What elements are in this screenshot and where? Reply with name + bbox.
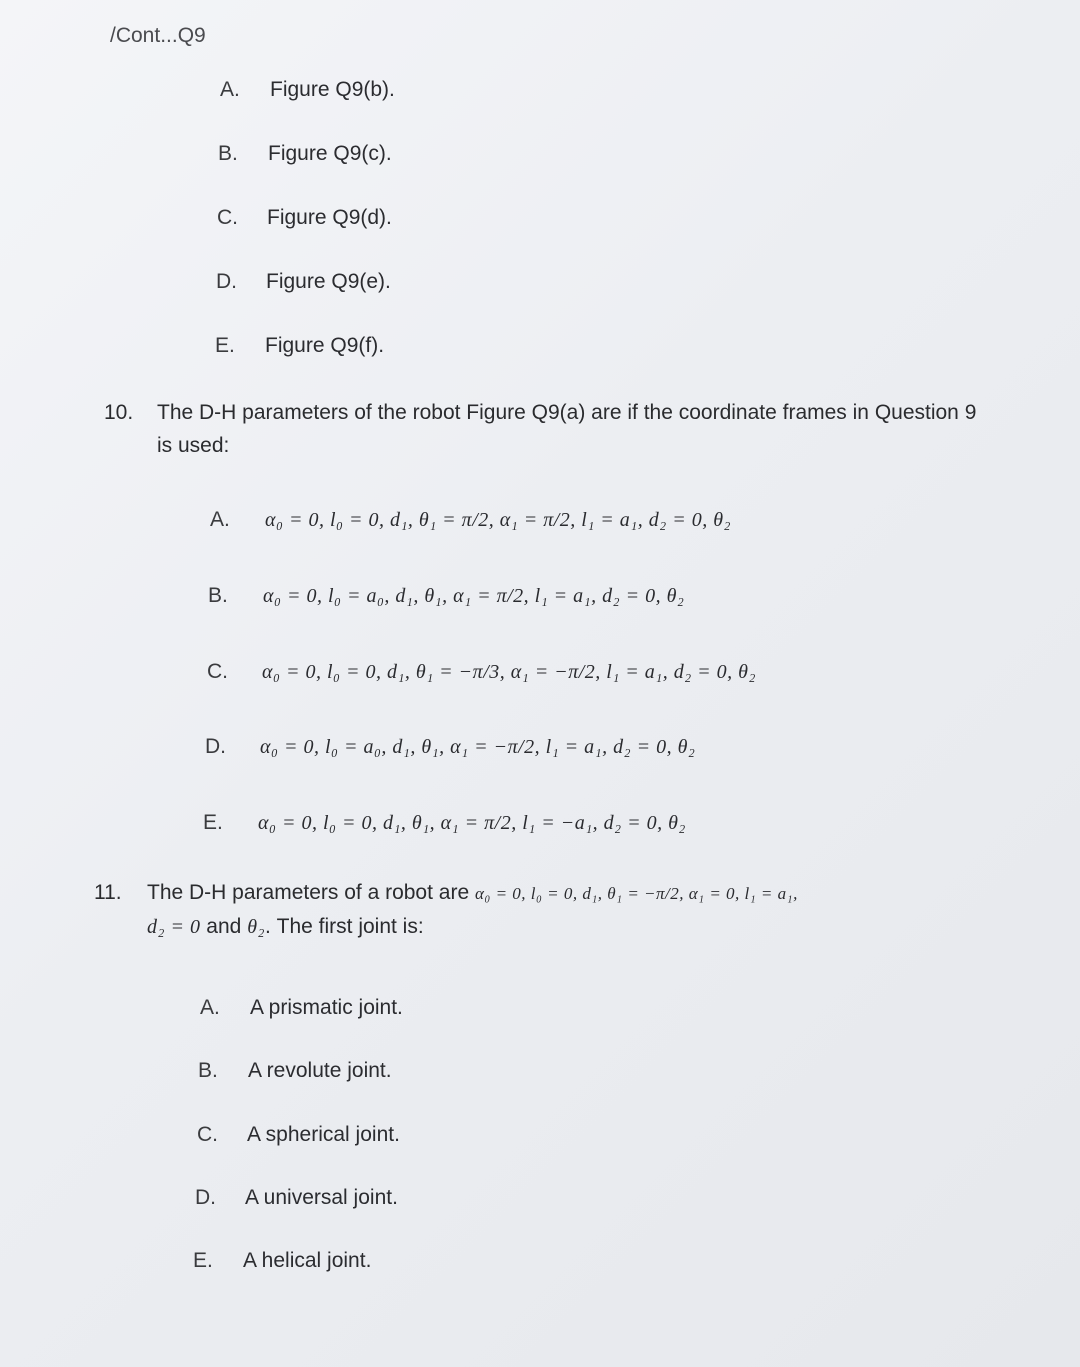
option-text: A universal joint. (245, 1186, 398, 1209)
option-formula: α₀ = 0, l₀ = 0, d₁, θ₁ = −π/3, α₁ = −π/2, l₁ = a₁, d₂ = 0, θ₂ (262, 661, 756, 683)
option-text: A prismatic joint. (250, 996, 403, 1019)
question-10 (104, 396, 1004, 466)
option-text: A helical joint. (243, 1249, 372, 1272)
question-stem: The D-H parameters of a robot are (147, 881, 470, 904)
option-letter: E. (215, 334, 235, 357)
q11-option-e[interactable] (193, 1249, 371, 1273)
question-stem-end: . The first joint is: (264, 915, 424, 938)
option-text: Figure Q9(d). (267, 206, 392, 229)
q10-option-b[interactable] (208, 584, 684, 608)
option-letter: D. (195, 1186, 216, 1209)
q9-option-c[interactable] (217, 206, 392, 230)
q11-option-a[interactable] (200, 996, 403, 1020)
q10-option-d[interactable] (205, 735, 695, 759)
option-letter: E. (193, 1249, 213, 1272)
q10-option-e[interactable] (203, 811, 686, 835)
option-letter: C. (217, 206, 238, 229)
option-letter: A. (200, 996, 220, 1019)
option-text: A spherical joint. (247, 1123, 400, 1146)
theta2-symbol: θ₂ (247, 916, 265, 938)
option-formula: α₀ = 0, l₀ = 0, d₁, θ₁ = π/2, α₁ = π/2, l₁ = a₁, d₂ = 0, θ₂ (265, 509, 731, 531)
option-letter: D. (205, 735, 226, 758)
question-number: 11. (94, 881, 122, 904)
q10-option-a[interactable] (210, 508, 731, 532)
q9-option-a[interactable] (220, 78, 395, 102)
q9-option-e[interactable] (215, 334, 384, 358)
option-letter: C. (197, 1123, 218, 1146)
and-word: and (206, 915, 242, 938)
option-letter: A. (220, 78, 240, 101)
option-formula: α₀ = 0, l₀ = a₀, d₁, θ₁, α₁ = π/2, l₁ = a₁, d₂ = 0, θ₂ (263, 585, 685, 607)
q11-option-d[interactable] (195, 1186, 398, 1210)
option-letter: B. (198, 1059, 218, 1082)
question-number: 10. (104, 401, 134, 424)
option-text: Figure Q9(f). (265, 334, 385, 357)
params-formula-line1: α₀ = 0, l₀ = 0, d₁, θ₁ = −π/2, α₁ = 0, l₁ = a₁, (474, 884, 798, 903)
q9-option-b[interactable] (218, 142, 392, 166)
option-text: A revolute joint. (248, 1059, 392, 1082)
option-letter: E. (203, 811, 223, 834)
option-text: Figure Q9(c). (268, 142, 392, 165)
q10-option-c[interactable] (207, 660, 756, 684)
option-letter: D. (216, 270, 237, 293)
option-text: Figure Q9(e). (266, 270, 391, 293)
option-letter: B. (208, 584, 228, 607)
question-11 (94, 876, 1014, 956)
option-letter: A. (210, 508, 230, 531)
option-letter: C. (207, 660, 228, 683)
option-formula: α₀ = 0, l₀ = a₀, d₁, θ₁, α₁ = −π/2, l₁ = a₁, d₂ = 0, θ₂ (260, 736, 696, 758)
q11-option-b[interactable] (198, 1059, 392, 1083)
q9-option-d[interactable] (216, 270, 391, 294)
q11-option-c[interactable] (197, 1123, 400, 1147)
continuation-header: /Cont...Q9 (110, 24, 206, 47)
question-text: The D-H parameters of the robot Figure Q9(a) are if the coordinate frames in Question 9 is used: (157, 401, 977, 457)
params-formula-line2: d₂ = 0 (147, 916, 201, 938)
option-letter: B. (218, 142, 238, 165)
option-formula: α₀ = 0, l₀ = 0, d₁, θ₁, α₁ = π/2, l₁ = −a₁, d₂ = 0, θ₂ (258, 812, 686, 834)
option-text: Figure Q9(b). (270, 78, 395, 101)
question-text (147, 876, 1007, 944)
